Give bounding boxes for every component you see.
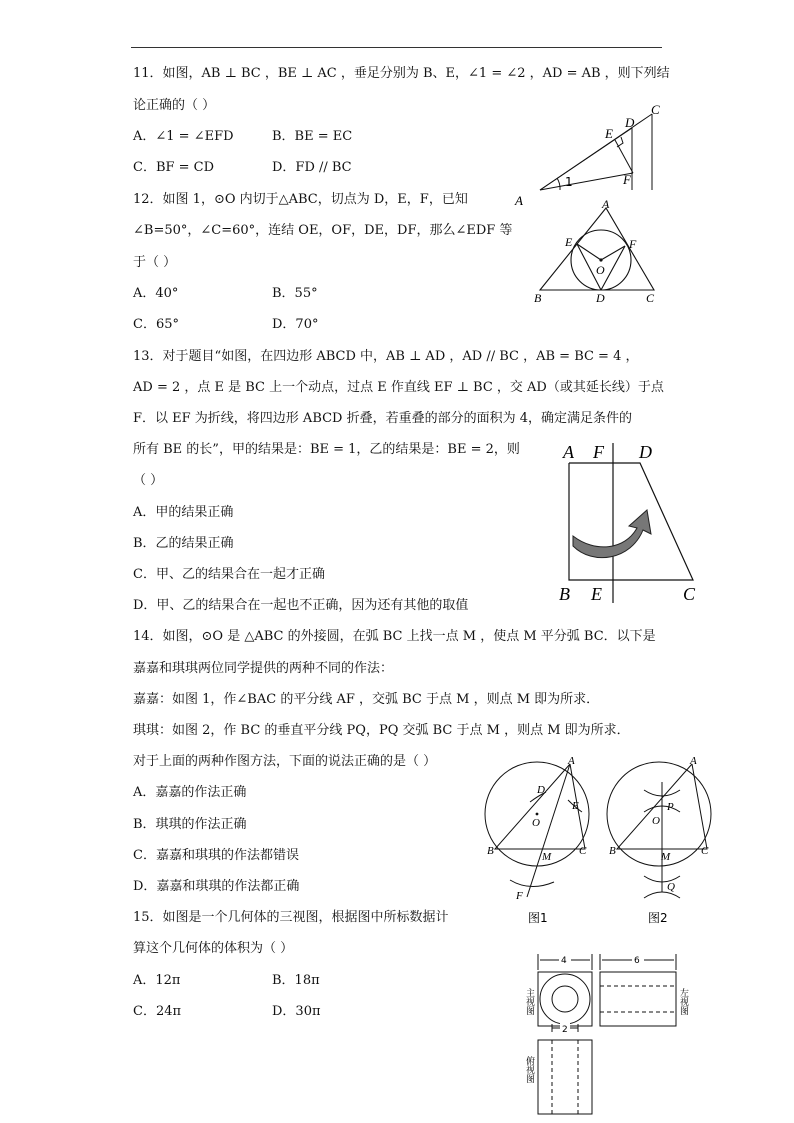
q14-stem-line3: 嘉嘉：如图 1，作∠BAC 的平分线 AF ，交弧 BC 于点 M ，则点 M 即为所求． — [133, 692, 600, 707]
q14-figure-2 — [604, 752, 724, 928]
q13-label-a: A — [563, 442, 574, 462]
q13-stem-line4: 所有 BE 的长”，甲的结果是：BE = 1，乙的结果是：BE = 2，则 — [133, 442, 520, 457]
q15-label-side-view: 左视图 — [678, 988, 688, 1015]
q14-fig2-label-p: P — [667, 801, 674, 813]
q11-label-d: D — [625, 115, 635, 130]
q13-label-b: B — [559, 584, 570, 604]
q13-label-f: F — [593, 442, 604, 462]
q11-label-e: E — [605, 126, 613, 141]
q14-fig1-label-b: B — [487, 845, 494, 857]
q13-stem-line1: 13．对于题目“如图，在四边形 ABCD 中，AB ⊥ AD ，AD // BC ，AB = BC = 4 ， — [133, 349, 639, 364]
q13-stem-line3: F．以 EF 为折线，将四边形 ABCD 折叠，若重叠的部分的面积为 4，确定满足条件的 — [133, 411, 633, 426]
q11-stem-line2: 论正确的（ ） — [133, 98, 216, 113]
q14-fig1-label-c: C — [579, 845, 587, 857]
q11-label-a: A — [515, 193, 523, 208]
q12-option-d[interactable]: D．70° — [272, 317, 319, 332]
q15-option-d[interactable]: D．30π — [272, 1004, 321, 1019]
q12-figure — [530, 198, 670, 308]
q11-figure — [505, 100, 675, 210]
q12-stem-line3: 于（ ） — [133, 255, 177, 270]
q14-fig2-label-m: M — [661, 851, 671, 863]
q14-fig2-label-b: B — [609, 845, 616, 857]
q14-fig1-label-a: A — [568, 755, 575, 767]
q11-label-c: C — [651, 102, 660, 117]
q15-label-top-view: 俯视图 — [524, 1056, 534, 1083]
q15-dim-2: 2 — [562, 1025, 568, 1035]
q11-label-f: F — [623, 172, 631, 187]
q14-option-c[interactable]: C．嘉嘉和琪琪的作法都错误 — [133, 848, 299, 863]
q14-stem-line1: 14．如图，⊙O 是 △ABC 的外接圆，在弧 BC 上找一点 M ，使点 M 平分弧 BC．以下是 — [133, 629, 656, 644]
q15-label-front-view: 主视图 — [524, 988, 534, 1015]
q12-label-a: A — [602, 197, 610, 211]
q12-label-o: O — [596, 263, 605, 277]
q13-label-e: E — [591, 584, 602, 604]
q15-stem-line2: 算这个几何体的体积为（ ） — [133, 941, 294, 956]
q12-label-c: C — [646, 291, 655, 305]
q14-fig1-label-f: F — [516, 890, 523, 902]
q12-label-f: F — [629, 237, 637, 251]
q13-option-a[interactable]: A．甲的结果正确 — [133, 505, 234, 520]
q15-dim-4: 4 — [561, 956, 567, 966]
q14-fig1-label-m: M — [542, 851, 552, 863]
q14-fig2-label-o: O — [652, 815, 660, 827]
q13-fold-arrow — [573, 510, 651, 558]
q14-fig1-label-e: E — [572, 800, 579, 812]
q15-option-b[interactable]: B．18π — [272, 973, 320, 988]
q13-figure — [555, 438, 715, 610]
q12-option-c[interactable]: C．65° — [133, 317, 179, 332]
q14-stem-line5: 对于上面的两种作图方法，下面的说法正确的是（ ） — [133, 754, 437, 769]
q14-fig2-label-c: C — [701, 845, 709, 857]
q15-stem-line1: 15．如图是一个几何体的三视图，根据图中所标数据计 — [133, 910, 449, 925]
q13-label-c: C — [683, 584, 696, 604]
q11-option-a[interactable]: A．∠1 = ∠EFD — [133, 129, 234, 144]
q14-fig1-label-o: O — [532, 817, 540, 829]
q11-option-b[interactable]: B．BE = EC — [272, 129, 353, 144]
q14-fig1-label-d: D — [537, 784, 545, 796]
q14-stem-line4: 琪琪：如图 2，作 BC 的垂直平分线 PQ，PQ 交弧 BC 于点 M ，则点 M 即为所求． — [133, 723, 630, 738]
q14-figure-1 — [482, 752, 602, 928]
q13-stem-line2: AD = 2 ，点 E 是 BC 上一个动点，过点 E 作直线 EF ⊥ BC ，交 AD（或其延长线）于点 — [133, 380, 664, 395]
q12-option-b[interactable]: B．55° — [272, 286, 318, 301]
q15-option-a[interactable]: A．12π — [133, 973, 181, 988]
q11-label-1: 1 — [565, 175, 573, 189]
q12-label-e: E — [565, 235, 573, 249]
q13-stem-line5: （ ） — [133, 473, 164, 488]
q14-stem-line2: 嘉嘉和琪琪两位同学提供的两种不同的作法： — [133, 661, 394, 676]
q13-label-d: D — [639, 442, 652, 462]
q12-stem-line2: ∠B=50°，∠C=60°，连结 OE，OF，DE，DF，那么∠EDF 等 — [133, 223, 513, 238]
q15-dim-6: 6 — [634, 956, 640, 966]
header-rule — [131, 47, 662, 48]
q13-option-c[interactable]: C．甲、乙的结果合在一起才正确 — [133, 567, 325, 582]
q15-option-c[interactable]: C．24π — [133, 1004, 182, 1019]
q14-option-a[interactable]: A．嘉嘉的作法正确 — [133, 785, 247, 800]
q11-stem-line1: 11．如图，AB ⊥ BC ，BE ⊥ AC ，垂足分别为 B、E，∠1 = ∠2 ，AD = AB ，则下列结 — [133, 66, 670, 81]
q15-figure — [520, 950, 700, 1120]
q12-label-d: D — [596, 291, 605, 305]
q12-stem-line1: 12．如图 1，⊙O 内切于△ABC，切点为 D，E，F，已知 — [133, 192, 468, 207]
q14-fig2-label-q: Q — [667, 881, 675, 893]
q14-option-d[interactable]: D．嘉嘉和琪琪的作法都正确 — [133, 879, 300, 894]
q14-fig2-caption: 图2 — [648, 911, 668, 925]
q13-option-d[interactable]: D．甲、乙的结果合在一起也不正确，因为还有其他的取值 — [133, 598, 469, 613]
q14-option-b[interactable]: B．琪琪的作法正确 — [133, 817, 247, 832]
q12-option-a[interactable]: A．40° — [133, 286, 179, 301]
q11-option-d[interactable]: D．FD // BC — [272, 160, 352, 175]
q12-label-b: B — [534, 291, 542, 305]
q11-option-c[interactable]: C．BF = CD — [133, 160, 215, 175]
q14-fig1-caption: 图1 — [528, 911, 548, 925]
q13-option-b[interactable]: B．乙的结果正确 — [133, 536, 234, 551]
q14-fig2-label-a: A — [690, 755, 697, 767]
